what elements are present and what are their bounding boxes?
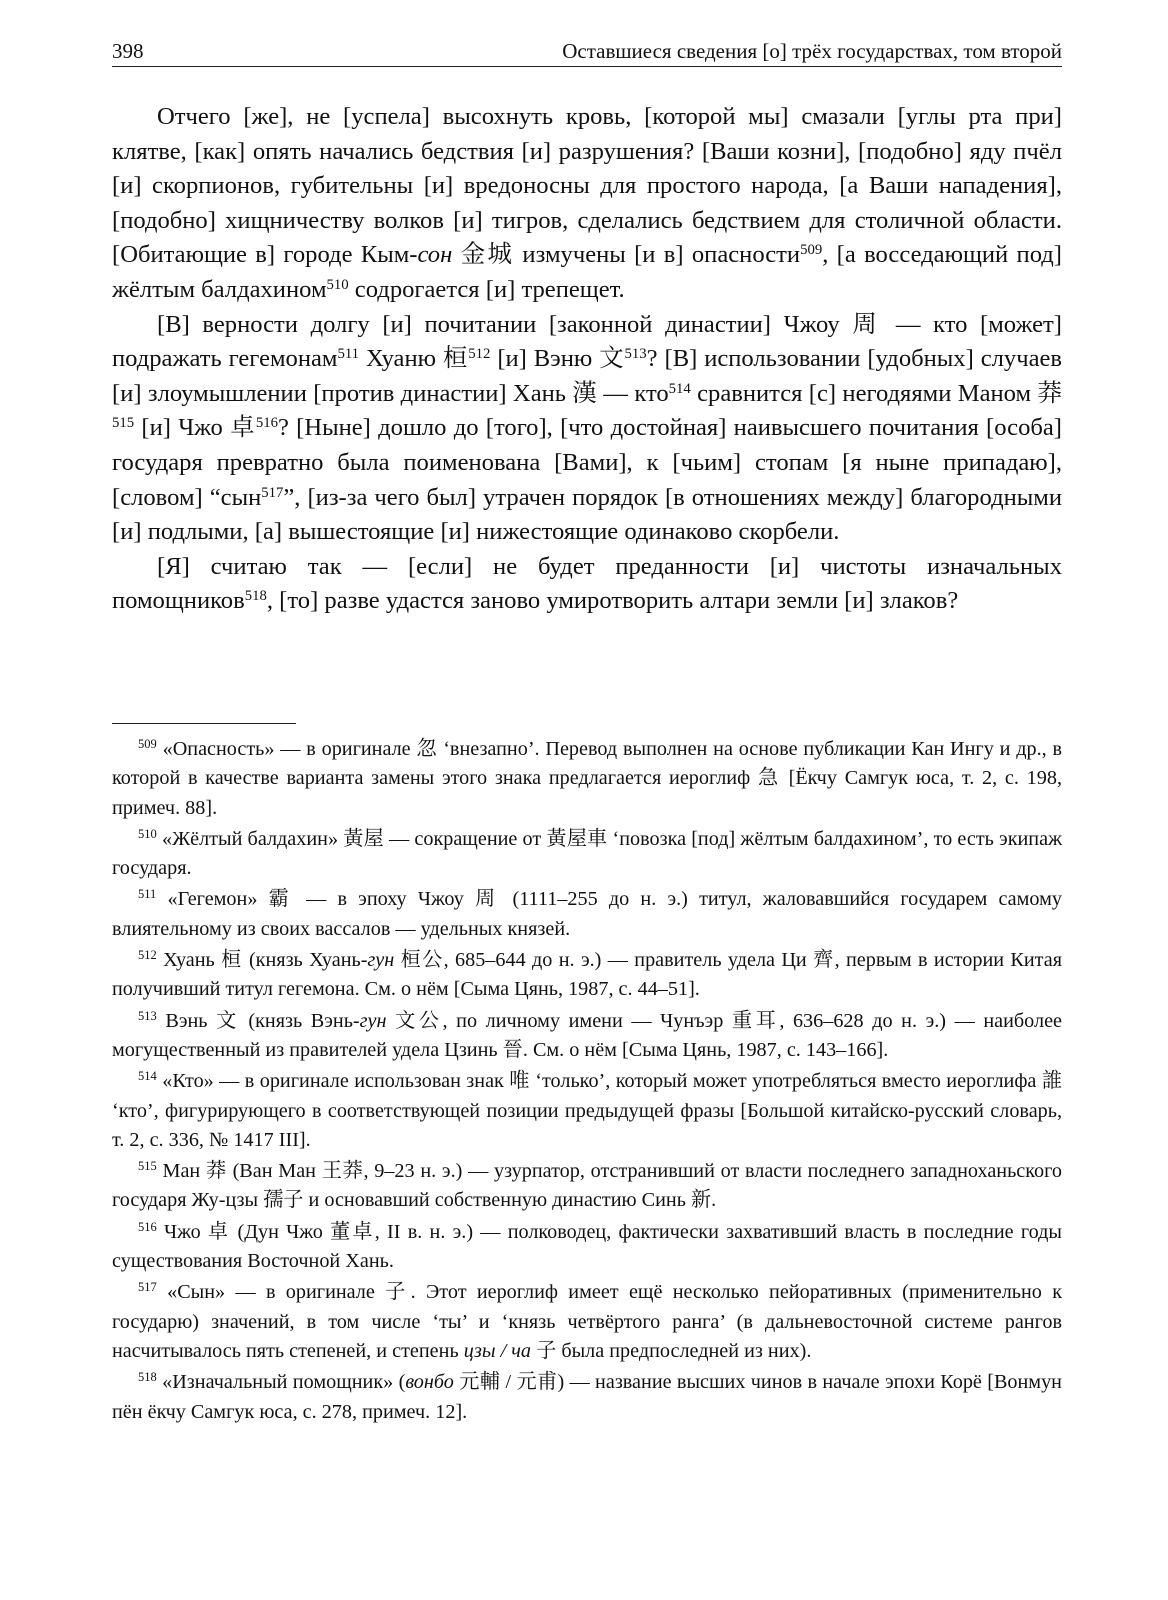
footnote-number: 511 xyxy=(138,887,157,902)
footnote-number: 517 xyxy=(138,1280,157,1295)
footnote-514 xyxy=(112,1067,1062,1155)
body-paragraph-2 xyxy=(112,308,1062,550)
footnote-ref-518[interactable]: 518 xyxy=(244,588,267,605)
text-run: [В] верности долгу [и] почитании [законной династии] Чжоу 周 — кто [может] подражать гегемонам xyxy=(112,310,1062,373)
footnote-ref-515[interactable]: 515 xyxy=(112,415,135,432)
text-run: Отчего [же], не [успела] высохнуть кровь, [которой мы] смазали [углы рта при] клятве, [как] опять начались бедствия [и] разрушения? [Ваши козни], [подобно] яду пчёл [и] скорпионов, губительны [и] вредоносны для простого народа, [а Ваши нападения], [подобно] хищничеству волков [и] тигров, сделались бедствием для столичной области. [Обитающие в] городе Кым- xyxy=(112,103,1062,269)
footnote-ref-509[interactable]: 509 xyxy=(800,242,823,259)
footnote-511 xyxy=(112,885,1062,944)
footnote-text: «Кто» — в оригинале использован знак 唯 ‘только’, который может употребляться вместо иероглифа 誰 ‘кто’, фигурирующего в соответствующей позиции предыдущей фразы [Большой китайско-русский словарь, т. 2, с. 336, № 1417 III]. xyxy=(112,1070,1063,1151)
text-run: , [то] разве удастся заново умиротворить алтари земли [и] злаков? xyxy=(266,587,959,615)
text-run: содрогается [и] трепещет. xyxy=(348,275,625,303)
text-run: ? [В] использовании [удобных] случаев [и] злоумышлении [против династии] Хань 漢 — кто xyxy=(112,345,1063,407)
page-number: 398 xyxy=(112,39,144,63)
footnote-number: 512 xyxy=(138,948,157,963)
running-title: Оставшиеся сведения [о] трёх государствах, том второй xyxy=(562,39,1062,63)
text-run: [и] Чжо 卓 xyxy=(134,414,256,442)
footnotes xyxy=(112,735,1062,1429)
footnote-text: 元輔 / 元甫) — название высших чинов в начале эпохи Корё [Вонмун пён ёкчу Самгук юса, с. 278, примеч. 12]. xyxy=(112,1371,1062,1423)
footnote-text: Ман 莽 (Ван Ман 王莽, 9–23 н. э.) — узурпатор, отстранивший от власти последнего западноханьского государя Жу-цзы 孺子 и основавший собственную династию Синь 新. xyxy=(112,1160,1062,1212)
footnote-number: 513 xyxy=(138,1008,157,1023)
footnote-517 xyxy=(112,1278,1062,1366)
footnote-516 xyxy=(112,1218,1062,1277)
footnote-number: 516 xyxy=(138,1219,157,1234)
footnote-text: «Гегемон» 霸 — в эпоху Чжоу 周 (1111–255 до н. э.) титул, жаловавшийся государем самому влиятельному из своих вассалов — удельных князей. xyxy=(112,888,1062,940)
footnote-ref-513[interactable]: 513 xyxy=(624,346,647,363)
text-run: [Я] считаю так — [если] не будет преданности [и] чистоты изначальных помощников xyxy=(112,552,1062,615)
footnote-number: 515 xyxy=(138,1159,157,1174)
footnote-518 xyxy=(112,1368,1062,1427)
running-header xyxy=(112,30,1062,67)
footnote-text: 文公, по личному имени — Чунъэр 重耳, 636–628 до н. э.) — наиболее могущественный из правителей удела Цзинь 晉. См. о нём [Сыма Цянь, 1987, с. 143–166]. xyxy=(112,1009,1063,1061)
footnote-512 xyxy=(112,946,1062,1005)
text-run: ? [Ныне] дошло до [того], [что достойная] наивысшего почитания [особа] государя превратно была поименована [Вами], к [чьим] стопам [я ныне припадаю], [словом] “сын xyxy=(112,414,1062,511)
footnote-text: «Жёлтый балдахин» 黃屋 — сокращение от 黃屋車 ‘повозка [под] жёлтым балдахином’, то есть экипаж государя. xyxy=(112,827,1063,880)
italic-text: цзы / ча xyxy=(463,1339,532,1362)
text-run: 金城 измучены [и в] опасности xyxy=(452,241,801,269)
footnote-510 xyxy=(112,825,1062,884)
text-run: , [а восседающий под] жёлтым балдахином xyxy=(112,241,1062,303)
footnote-number: 510 xyxy=(138,827,157,842)
text-run: ”, [из-за чего был] утрачен порядок [в отношениях между] благородными [и] подлыми, [а] вышестоящие [и] нижестоящие одинаково скорбели. xyxy=(112,483,1062,546)
text-run: сравнится [с] негодяями Маном 莽 xyxy=(690,379,1062,407)
footnote-ref-510[interactable]: 510 xyxy=(326,276,349,293)
footnote-separator xyxy=(112,723,296,724)
body-paragraph-1 xyxy=(112,100,1062,308)
footnote-number: 518 xyxy=(138,1370,157,1385)
footnote-ref-514[interactable]: 514 xyxy=(668,380,691,397)
italic-text: гун xyxy=(359,1009,387,1032)
footnote-text: «Опасность» — в оригинале 忽 ‘внезапно’. Перевод выполнен на основе публикации Кан Ингу и др., в которой в качестве варианта замены этого знака предлагается иероглиф 急 [Ёкчу Самгук юса, т. 2, с. 198, примеч. 88]. xyxy=(112,738,1062,819)
body-paragraph-3 xyxy=(112,550,1062,619)
footnote-number: 509 xyxy=(138,737,157,752)
footnote-text: «Сын» — в оригинале 子. Этот иероглиф имеет ещё несколько пейоративных (применительно к государю) значений, в том числе ‘ты’ и ‘князь четвёртого ранга’ (в дальневосточной системе рангов насчитывалось пять степеней, и степень xyxy=(112,1281,1063,1362)
italic-text: гун xyxy=(367,949,395,972)
text-run: Хуаню 桓 xyxy=(359,345,469,373)
footnote-515 xyxy=(112,1157,1062,1216)
footnote-ref-512[interactable]: 512 xyxy=(468,346,491,363)
footnote-text: Вэнь 文 (князь Вэнь- xyxy=(165,1009,360,1032)
footnote-ref-511[interactable]: 511 xyxy=(337,346,360,363)
main-text xyxy=(112,100,1062,619)
footnote-509 xyxy=(112,735,1062,823)
footnote-text: Чжо 卓 (Дун Чжо 董卓, II в. н. э.) — полководец, фактически захвативший власть в последние годы существования Восточной Хань. xyxy=(112,1220,1062,1273)
footnote-513 xyxy=(112,1007,1062,1066)
footnote-ref-517[interactable]: 517 xyxy=(261,484,284,501)
italic-text: вонбо xyxy=(405,1371,454,1394)
text-run: [и] Вэню 文 xyxy=(490,345,625,373)
footnote-text: «Изначальный помощник» ( xyxy=(162,1371,406,1394)
footnote-text: 子 была предпоследней из них). xyxy=(531,1339,812,1362)
footnote-text: Хуань 桓 (князь Хуань- xyxy=(163,949,368,972)
italic-text: сон xyxy=(417,241,453,269)
footnote-number: 514 xyxy=(138,1069,157,1084)
footnote-ref-516[interactable]: 516 xyxy=(255,415,278,432)
footnote-text: 桓公, 685–644 до н. э.) — правитель удела Ци 齊, первым в истории Китая получивший титул гегемона. См. о нём [Сыма Цянь, 1987, с. 44–51]. xyxy=(112,949,1062,1001)
